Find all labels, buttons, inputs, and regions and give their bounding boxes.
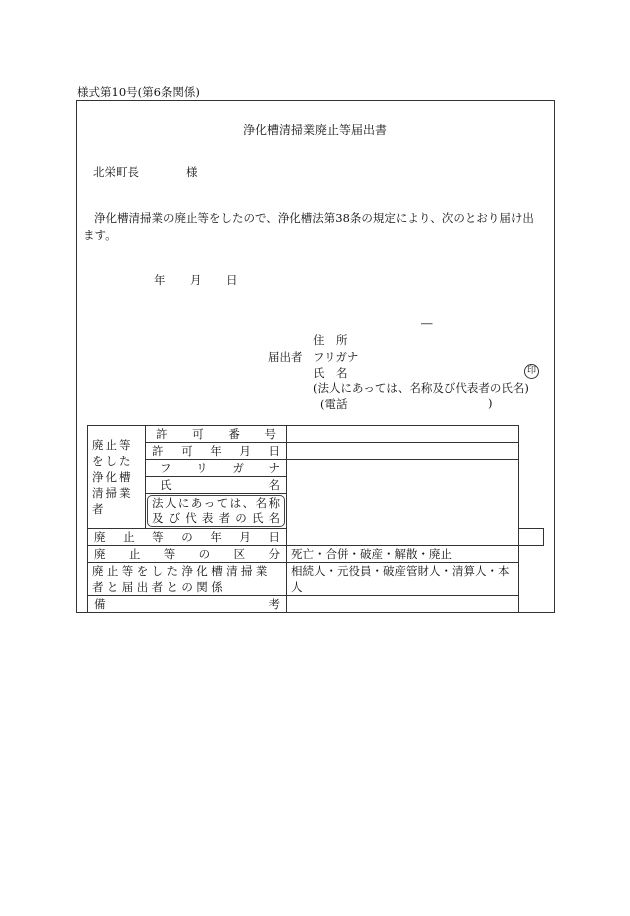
spread-label: 廃 止 等 の 年 月 日 — [94, 529, 280, 544]
permit-date-value[interactable] — [287, 443, 519, 460]
addressee-name: 北栄町長 — [93, 165, 139, 179]
category-value[interactable]: 死亡・合併・破産・解散・廃止 — [287, 546, 519, 563]
spread-label: 備 考 — [94, 596, 280, 611]
table-row — [88, 460, 544, 477]
spread-label: 許 可 年 月 日 — [152, 443, 280, 458]
applicant-phone-label: (電話 — [320, 397, 348, 411]
abolition-date-label — [88, 529, 287, 546]
form-title: 浄化槽清掃業廃止等届出書 — [242, 123, 387, 137]
group-label: 廃止等をした浄化槽清掃業者 — [88, 426, 146, 529]
abolition-date-value[interactable] — [519, 529, 544, 546]
name-label — [146, 477, 287, 494]
applicant-corporate-note: (法人にあっては、名称及び代表者の氏名) — [313, 381, 529, 395]
applicant-phone-close: ) — [488, 396, 493, 410]
postal-code-dash: ― — [421, 316, 433, 330]
category-label — [88, 546, 287, 563]
addressee-honorific: 様 — [186, 165, 198, 179]
details-table — [87, 425, 544, 613]
permit-number-value[interactable] — [287, 426, 519, 443]
body-line-1: 浄化槽清掃業の廃止等をしたので、浄化槽法第38条の規定により、次のとおり届け出 — [94, 211, 534, 225]
spread-label: 法 人 に あ っ て は 、 名 称 — [152, 496, 280, 510]
furigana-name-value[interactable] — [287, 460, 519, 546]
applicant-furigana-label: フリガナ — [313, 350, 359, 364]
permit-number-label — [146, 426, 287, 443]
form-number: 様式第10号(第6条関係) — [77, 85, 200, 99]
applicant-role-label: 届出者 — [268, 350, 303, 364]
table-row — [88, 563, 544, 596]
table-row — [88, 426, 544, 443]
corp-note-cell — [146, 494, 287, 529]
corp-note-bracket — [147, 495, 285, 527]
body-line-2: ます。 — [83, 228, 117, 242]
relation-value[interactable]: 相続人・元役員・破産管財人・清算人・本人 — [287, 563, 519, 596]
date-month-label: 月 — [190, 273, 202, 287]
table-row — [88, 443, 544, 460]
applicant-address-label: 住 所 — [313, 333, 348, 347]
seal-icon: 印 — [524, 364, 539, 379]
spread-label: 許 可 番 号 — [156, 426, 276, 441]
date-year-label: 年 — [154, 273, 166, 287]
permit-date-label — [146, 443, 287, 460]
spread-label: 廃 止 等 の 区 分 — [94, 546, 280, 561]
relation-label: 廃止等をした浄化槽清掃業者と届出者との関係 — [88, 563, 287, 596]
spread-label: 氏 名 — [160, 477, 280, 492]
applicant-name-label: 氏 名 — [313, 366, 348, 380]
remarks-value[interactable] — [287, 596, 519, 613]
table-row — [88, 596, 544, 613]
spread-label: 及 び 代 表 者 の 氏 名 — [152, 511, 280, 525]
remarks-label — [88, 596, 287, 613]
date-day-label: 日 — [226, 273, 238, 287]
furigana-label — [146, 460, 287, 477]
spread-label: フ リ ガ ナ — [160, 460, 280, 475]
table-row — [88, 546, 544, 563]
